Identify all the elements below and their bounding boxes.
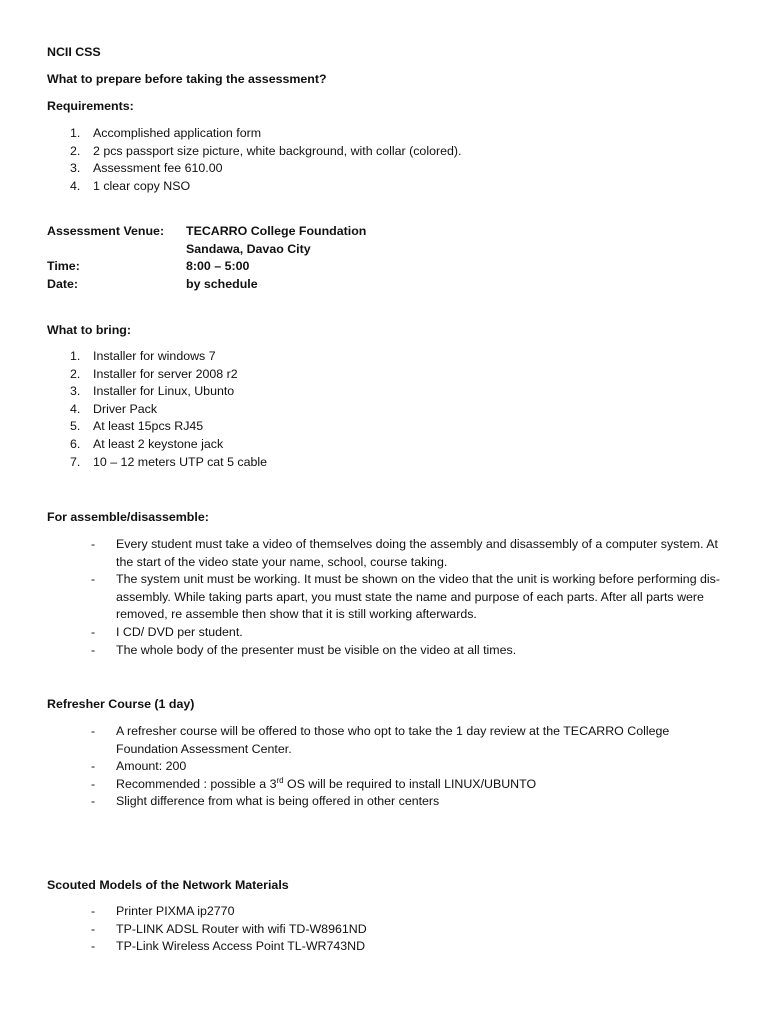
list-number: 4. (70, 401, 81, 416)
list-number: 2. (70, 366, 81, 381)
list-item (70, 125, 461, 143)
prepare-heading: What to prepare before taking the assessment? (47, 72, 327, 86)
list-number: 4. (70, 178, 81, 193)
dash-bullet: - (91, 572, 96, 587)
list-item (70, 366, 267, 384)
list-item-text: Amount: 200 (116, 759, 187, 774)
scouted-list (91, 903, 731, 956)
requirements-list (70, 125, 461, 195)
list-item (70, 348, 267, 366)
ordinal-suffix: rd (276, 775, 284, 785)
list-item-text: Driver Pack (93, 401, 158, 416)
dash-bullet: - (91, 642, 96, 657)
refresher-list (91, 723, 731, 811)
bring-heading: What to bring: (47, 323, 131, 337)
time-value: 8:00 – 5:00 (186, 259, 250, 274)
list-number: 1. (70, 126, 81, 140)
date-label: Date: (47, 276, 78, 291)
venue-address: Sandawa, Davao City (186, 241, 311, 256)
list-item-text: 2 pcs passport size picture, white background, with collar (colored). (93, 143, 462, 158)
list-number: 1. (70, 349, 81, 363)
list-number: 2. (70, 143, 81, 158)
list-item (91, 642, 731, 660)
assemble-heading: For assemble/disassemble: (47, 510, 209, 524)
list-item (91, 624, 731, 642)
list-item-text: Printer PIXMA ip2770 (116, 904, 235, 918)
scouted-heading: Scouted Models of the Network Materials (47, 878, 289, 892)
list-item-text: I CD/ DVD per student. (116, 624, 243, 639)
list-item (70, 160, 461, 178)
assemble-list (91, 536, 731, 659)
dash-bullet: - (91, 904, 96, 918)
dash-bullet: - (91, 776, 96, 791)
list-item-text: TP-Link Wireless Access Point TL-WR743ND (116, 939, 366, 954)
dash-bullet: - (91, 724, 96, 738)
list-item-text: Installer for Linux, Ubunto (93, 384, 235, 399)
list-item (70, 383, 267, 401)
dash-bullet: - (91, 537, 96, 551)
dash-bullet: - (91, 921, 96, 936)
list-item-text: The whole body of the presenter must be visible on the video at all times. (116, 642, 517, 657)
list-number: 6. (70, 436, 81, 451)
list-item (91, 536, 731, 571)
list-item (91, 921, 731, 939)
date-value: by schedule (186, 276, 258, 291)
list-item (91, 776, 731, 794)
list-item (91, 938, 731, 956)
list-item (70, 418, 267, 436)
dash-bullet: - (91, 794, 96, 809)
list-number: 3. (70, 384, 81, 399)
dash-bullet: - (91, 939, 96, 954)
list-item-text: 1 clear copy NSO (93, 178, 191, 193)
list-item (91, 723, 731, 758)
requirements-heading: Requirements: (47, 99, 134, 113)
document-title: NCII CSS (47, 45, 101, 59)
list-item-text: Every student must take a video of themselves doing the assembly and disassembly of a computer system. At the start of the video state your name, school, course taking. (116, 537, 718, 569)
list-number: 5. (70, 419, 81, 434)
list-item (91, 758, 731, 776)
list-item (91, 571, 731, 624)
list-item-text: A refresher course will be offered to those who opt to take the 1 day review at the TECARRO College Foundation Assessment Center. (116, 724, 670, 756)
list-number: 7. (70, 454, 81, 469)
list-item (70, 436, 267, 454)
recommended-text: Recommended : possible a 3 (116, 776, 277, 791)
list-item (70, 143, 461, 161)
dash-bullet: - (91, 624, 96, 639)
list-item-text (116, 777, 536, 791)
list-item (70, 454, 267, 472)
time-label: Time: (47, 259, 80, 274)
bring-list (70, 348, 267, 471)
list-item (70, 401, 267, 419)
list-item-text: 10 – 12 meters UTP cat 5 cable (93, 454, 268, 469)
dash-bullet: - (91, 759, 96, 774)
list-item-text: At least 15pcs RJ45 (93, 419, 204, 434)
list-item-text: Installer for server 2008 r2 (93, 366, 238, 381)
list-item-text: Assessment fee 610.00 (93, 161, 223, 176)
list-item-text: At least 2 keystone jack (93, 436, 224, 451)
list-number: 3. (70, 161, 81, 176)
list-item-text: The system unit must be working. It must be shown on the video that the unit is working before performing dis-assembly. While taking parts apart, you must state the name and purpose of each parts. After all parts were removed, re assemble then show that it is still working afterwards. (116, 572, 720, 622)
list-item-text: Slight difference from what is being offered in other centers (116, 794, 440, 809)
recommended-text-rest: OS will be required to install LINUX/UBUNTO (283, 776, 537, 791)
list-item-text: TP-LINK ADSL Router with wifi TD-W8961ND (116, 921, 367, 936)
venue-label: Assessment Venue: (47, 224, 165, 238)
list-item (70, 178, 461, 196)
venue-name: TECARRO College Foundation (186, 224, 367, 238)
list-item-text: Accomplished application form (93, 126, 262, 140)
list-item (91, 903, 731, 921)
refresher-heading: Refresher Course (1 day) (47, 697, 195, 711)
list-item-text: Installer for windows 7 (93, 349, 216, 363)
list-item (91, 793, 731, 811)
